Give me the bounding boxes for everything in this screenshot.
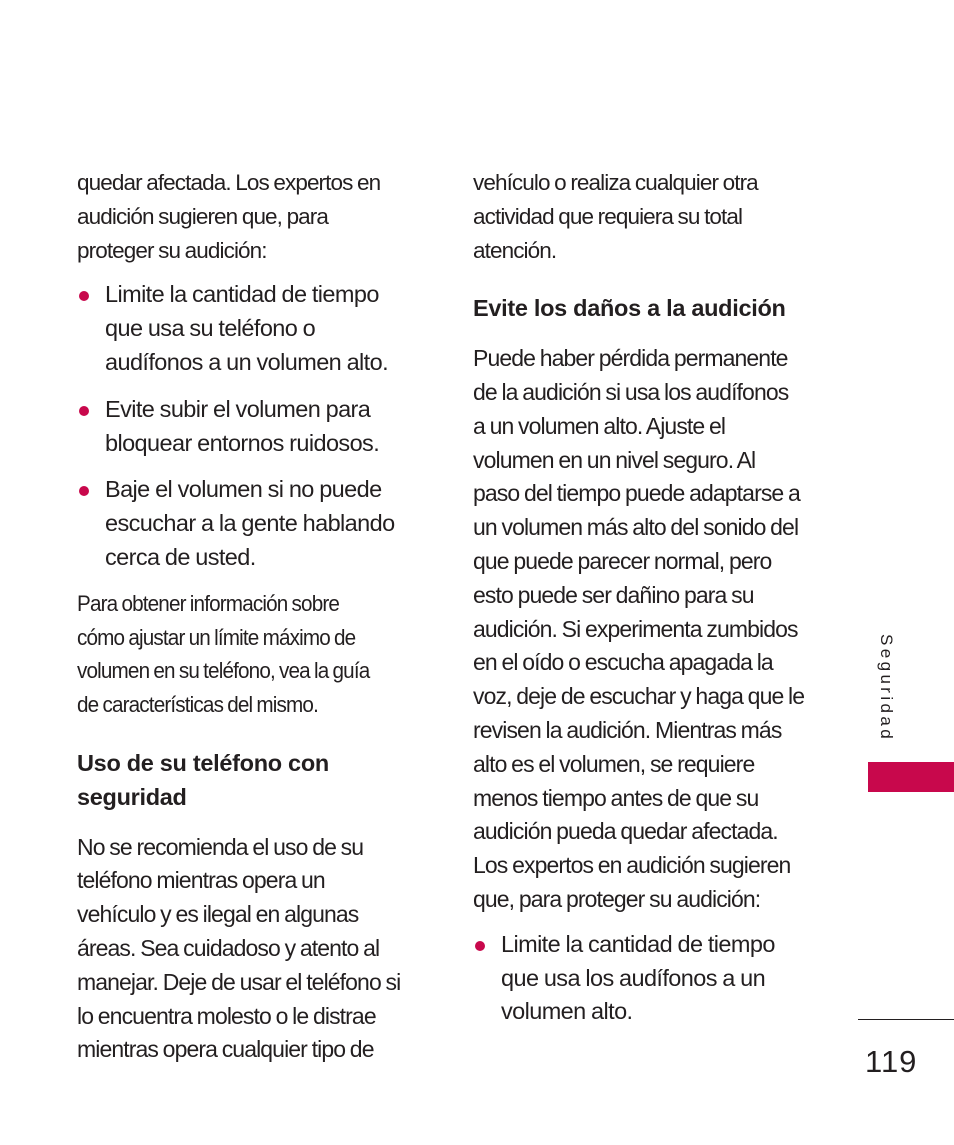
heading-line: seguridad xyxy=(77,783,187,810)
text-line: un volumen más alto del sonido del xyxy=(473,514,799,541)
body-paragraph xyxy=(77,831,437,1068)
text-line: que usa los audífonos a un xyxy=(501,964,766,991)
text-line: que usa su teléfono o xyxy=(105,315,316,342)
section-heading xyxy=(77,747,437,815)
text-line: Los expertos en audición sugieren xyxy=(473,852,791,879)
text-line: audición sugieren que, para xyxy=(77,203,329,229)
text-line: vehículo y es ilegal en algunas xyxy=(77,901,359,928)
text-line: No se recomienda el uso de su xyxy=(77,833,364,860)
text-line: volumen en un nivel seguro. Al xyxy=(473,446,756,473)
text-line: de la audición si usa los audífonos xyxy=(473,378,789,405)
list-item xyxy=(77,473,437,574)
text-line: teléfono mientras opera un xyxy=(77,867,325,894)
bullet-icon xyxy=(79,406,89,416)
text-line: escuchar a la gente hablando xyxy=(105,510,395,537)
text-line: paso del tiempo puede adaptarse a xyxy=(473,480,800,507)
text-line: atención. xyxy=(473,237,557,263)
text-line: que, para proteger su audición: xyxy=(473,885,761,912)
text-line: quedar afectada. Los expertos en xyxy=(77,170,381,195)
continuation-paragraph xyxy=(473,166,833,267)
text-line: mientras opera cualquier tipo de xyxy=(77,1036,374,1063)
right-column xyxy=(473,166,833,1029)
text-line: Para obtener información sobre xyxy=(77,590,340,616)
text-line: vehículo o realiza cualquier otra xyxy=(473,170,758,195)
text-line: Puede haber pérdida permanente xyxy=(473,345,788,372)
list-item xyxy=(77,393,437,461)
text-line: cómo ajustar un límite máximo de xyxy=(77,624,356,650)
bullet-icon xyxy=(475,941,485,951)
bullet-icon xyxy=(79,291,89,301)
text-line: actividad que requiera su total xyxy=(473,203,743,229)
text-line: volumen alto. xyxy=(501,998,633,1025)
text-line: lo encuentra molesto o le distrae xyxy=(77,1002,376,1029)
bullet-list xyxy=(473,928,833,1029)
text-line: que puede parecer normal, pero xyxy=(473,547,772,574)
section-heading xyxy=(473,292,833,326)
text-line: volumen en su teléfono, vea la guía xyxy=(77,658,370,684)
text-line: Limite la cantidad de tiempo xyxy=(105,281,379,308)
text-line: a un volumen alto. Ajuste el xyxy=(473,412,726,439)
text-line: cerca de usted. xyxy=(105,543,256,570)
text-line: audición. Si experimenta zumbidos xyxy=(473,615,798,642)
bullet-icon xyxy=(79,486,89,496)
left-column xyxy=(77,166,437,1067)
intro-paragraph xyxy=(77,166,437,267)
text-line: voz, deje de escuchar y haga que le xyxy=(473,683,805,710)
footer-divider xyxy=(858,1019,954,1020)
text-line: audición pueda quedar afectada. xyxy=(473,818,778,845)
text-line: manejar. Deje de usar el teléfono si xyxy=(77,968,401,995)
text-line: de características del mismo. xyxy=(77,692,318,718)
list-item xyxy=(473,928,833,1029)
page-number: 119 xyxy=(865,1044,918,1079)
section-label: Seguridad xyxy=(877,634,896,743)
list-item xyxy=(77,278,437,379)
heading-line: Uso de su teléfono con xyxy=(77,749,329,776)
text-line: áreas. Sea cuidadoso y atento al xyxy=(77,934,380,961)
text-line: proteger su audición: xyxy=(77,237,267,263)
text-line: menos tiempo antes de que su xyxy=(473,784,759,811)
text-line: esto puede ser dañino para su xyxy=(473,581,754,608)
text-line: en el oído o escucha apagada la xyxy=(473,649,773,676)
text-line: alto es el volumen, se requiere xyxy=(473,750,755,777)
heading-line: Evite los daños a la audición xyxy=(473,295,786,322)
note-paragraph xyxy=(77,587,415,722)
text-line: Baje el volumen si no puede xyxy=(105,476,382,503)
section-tab-marker xyxy=(868,762,954,792)
text-line: audífonos a un volumen alto. xyxy=(105,348,388,375)
text-line: Evite subir el volumen para xyxy=(105,395,371,422)
bullet-list xyxy=(77,278,437,574)
text-line: revisen la audición. Mientras más xyxy=(473,716,782,743)
text-line: bloquear entornos ruidosos. xyxy=(105,429,380,456)
body-paragraph xyxy=(473,342,833,917)
text-line: Limite la cantidad de tiempo xyxy=(501,930,775,957)
